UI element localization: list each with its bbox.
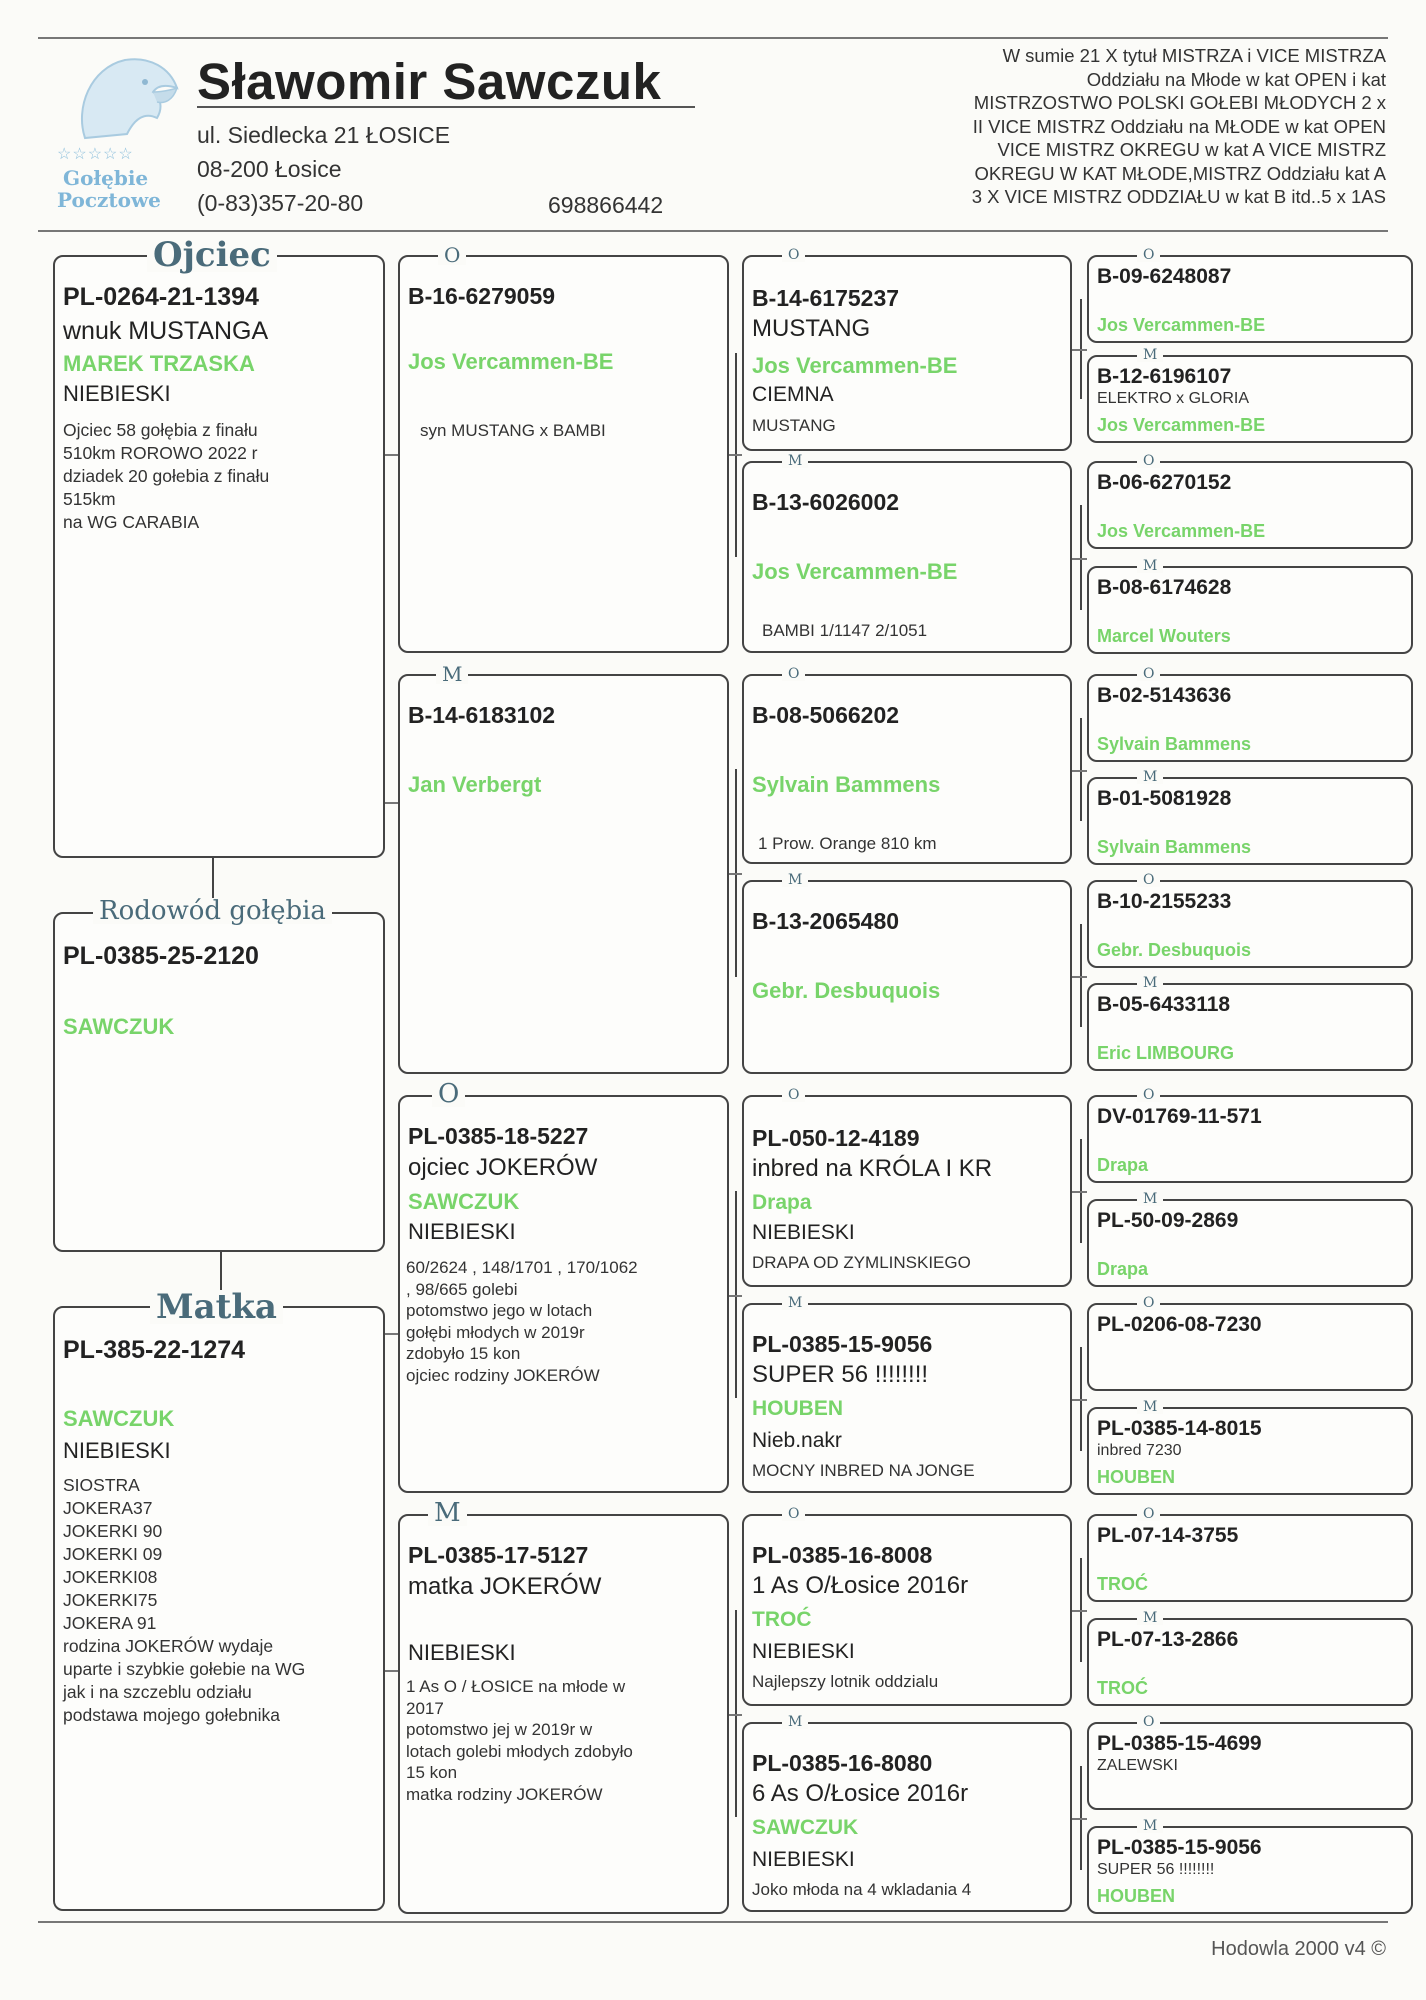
- logo-text-line1: Gołębie: [63, 166, 149, 190]
- gen3-mmf-name: 1 As O/Łosice 2016r: [752, 1572, 969, 1599]
- mother-caption: Matka: [150, 1290, 283, 1324]
- gen4-ring: B-06-6270152: [1097, 471, 1232, 494]
- gen3-mmm-breeder: SAWCZUK: [752, 1816, 859, 1839]
- gen4-ring: B-12-6196107: [1097, 365, 1232, 388]
- gen3-ffm-caption: M: [782, 454, 808, 468]
- gen4-breeder: HOUBEN: [1097, 1467, 1176, 1487]
- street-address: ul. Siedlecka 21 ŁOSICE: [197, 122, 451, 148]
- gen4-breeder: TROĆ: [1097, 1678, 1148, 1698]
- owner-name: Sławomir Sawczuk: [197, 53, 662, 110]
- gen4-ring: B-09-6248087: [1097, 265, 1232, 288]
- gen4-caption: O: [1137, 873, 1160, 887]
- gen4-caption: O: [1137, 1507, 1160, 1521]
- gen3-mfm-color: Nieb.nakr: [752, 1429, 842, 1452]
- logo-text-line2: Pocztowe: [57, 188, 161, 212]
- gen4-box-10[interactable]: [1087, 1199, 1413, 1287]
- gen3-mmf-caption: O: [782, 1507, 805, 1521]
- mobile-number: 698866442: [548, 192, 664, 218]
- subject-caption: Rodowód gołębia: [93, 898, 332, 924]
- connector-col3-col4-stub: [1072, 1818, 1087, 1820]
- gen2-mm-color: NIEBIESKI: [408, 1640, 516, 1665]
- logo-stars: ☆☆☆☆☆: [57, 146, 134, 163]
- gen4-caption: O: [1137, 1296, 1160, 1310]
- connector-col2-col3-d1: [729, 1714, 742, 1716]
- gen4-ring: PL-07-14-3755: [1097, 1524, 1239, 1547]
- gen4-box-1[interactable]: [1087, 255, 1413, 343]
- gen2-fm-breeder: Jan Verbergt: [408, 772, 542, 797]
- gen3-fmm-box[interactable]: [742, 880, 1072, 1074]
- gen4-breeder: Drapa: [1097, 1259, 1149, 1279]
- gen4-notes: inbred 7230: [1097, 1442, 1182, 1459]
- gen3-mff-ring: PL-050-12-4189: [752, 1125, 920, 1151]
- gen4-box-5[interactable]: [1087, 674, 1413, 762]
- gen4-ring: B-02-5143636: [1097, 684, 1232, 707]
- gen2-mm-box[interactable]: [398, 1514, 729, 1914]
- subject-box[interactable]: [53, 912, 385, 1252]
- gen3-mmm-color: NIEBIESKI: [752, 1848, 855, 1871]
- gen4-ring: PL-0385-15-4699: [1097, 1732, 1262, 1755]
- connector-col2-col3-b1: [729, 873, 742, 875]
- gen3-fff-ring: B-14-6175237: [752, 285, 900, 311]
- gen3-fff-color: CIEMNA: [752, 383, 834, 406]
- father-caption: Ojciec: [147, 238, 277, 272]
- gen3-mff-name: inbred na KRÓLA I KR: [752, 1155, 993, 1182]
- gen4-caption: M: [1137, 1611, 1163, 1625]
- gen4-caption: O: [1137, 667, 1160, 681]
- gen3-mmf-ring: PL-0385-16-8008: [752, 1542, 933, 1568]
- gen2-mf-box[interactable]: [398, 1095, 729, 1493]
- gen3-mfm-ring: PL-0385-15-9056: [752, 1331, 933, 1357]
- gen4-breeder: Eric LIMBOURG: [1097, 1043, 1235, 1063]
- gen3-fff-notes: MUSTANG: [752, 416, 836, 435]
- gen3-mmf-color: NIEBIESKI: [752, 1640, 855, 1663]
- father-ring: PL-0264-21-1394: [63, 283, 259, 311]
- connector-col3-col4-stub: [1072, 1191, 1087, 1193]
- gen3-ffm-notes: BAMBI 1/1147 2/1051: [762, 621, 928, 640]
- connector-col2-col3-c1: [729, 1295, 742, 1297]
- gen4-breeder: Jos Vercammen-BE: [1097, 521, 1266, 541]
- header-rule: [38, 230, 1388, 232]
- mother-color: NIEBIESKI: [63, 1438, 171, 1463]
- father-notes: Ojciec 58 gołębia z finału 510km ROROWO 2022 r dziadek 20 gołebia z finału 515km na WG CARABIA: [63, 420, 270, 532]
- gen4-caption: M: [1137, 1819, 1163, 1833]
- gen3-mmm-name: 6 As O/Łosice 2016r: [752, 1780, 969, 1807]
- gen4-box-8[interactable]: [1087, 983, 1413, 1071]
- gen4-breeder: Sylvain Bammens: [1097, 734, 1252, 754]
- gen3-ffm-breeder: Jos Vercammen-BE: [752, 559, 958, 584]
- gen4-box-11[interactable]: [1087, 1303, 1413, 1391]
- gen4-box-4[interactable]: [1087, 566, 1413, 654]
- father-breeder: MAREK TRZASKA: [63, 351, 255, 376]
- logo: [55, 48, 195, 213]
- gen3-mmm-ring: PL-0385-16-8080: [752, 1750, 933, 1776]
- connector-col3-col4-stub: [1072, 349, 1087, 351]
- gen2-mf-name: ojciec JOKERÓW: [408, 1154, 598, 1181]
- gen4-notes: ZALEWSKI: [1097, 1757, 1178, 1774]
- gen2-fm-caption: M: [436, 664, 468, 684]
- gen4-ring: PL-07-13-2866: [1097, 1628, 1239, 1651]
- gen4-breeder: Marcel Wouters: [1097, 626, 1231, 646]
- gen2-ff-box[interactable]: [398, 255, 729, 653]
- mother-breeder: SAWCZUK: [63, 1406, 175, 1431]
- mother-notes: SIOSTRA JOKERA37 JOKERKI 90 JOKERKI 09 JOKERKI08 JOKERKI75 JOKERA 91 rodzina JOKERÓW wydaje uparte i szybkie gołebie na WG jak i na szczeblu odziału podstawa mojego gołebnika: [63, 1475, 306, 1725]
- gen3-mff-caption: O: [782, 1088, 805, 1102]
- gen3-fmm-ring: B-13-2065480: [752, 908, 900, 934]
- gen3-fmf-ring: B-08-5066202: [752, 702, 900, 728]
- footer-rule: [38, 1921, 1388, 1923]
- gen3-fmf-breeder: Sylvain Bammens: [752, 772, 941, 797]
- gen4-caption: M: [1137, 1400, 1163, 1414]
- connector-col3-col4-stub: [1072, 558, 1087, 560]
- gen4-box-13[interactable]: [1087, 1514, 1413, 1602]
- gen4-caption: M: [1137, 976, 1163, 990]
- gen3-fff-breeder: Jos Vercammen-BE: [752, 353, 958, 378]
- gen4-caption: M: [1137, 1192, 1163, 1206]
- gen2-fm-ring: B-14-6183102: [408, 702, 556, 728]
- gen4-ring: B-08-6174628: [1097, 576, 1232, 599]
- gen4-ring: PL-0385-15-9056: [1097, 1836, 1262, 1859]
- gen3-fmm-breeder: Gebr. Desbuquois: [752, 978, 941, 1003]
- connector-father-gen2: [385, 454, 398, 456]
- connector-col3-col4-stub: [1072, 1399, 1087, 1401]
- connector-col3-col4-stub: [1072, 770, 1087, 772]
- gen3-mfm-name: SUPER 56 !!!!!!!!: [752, 1361, 929, 1388]
- gen4-box-15[interactable]: [1087, 1722, 1413, 1810]
- connector-col3-col4-stub: [1072, 1610, 1087, 1612]
- eagle-logo-icon: [65, 48, 185, 148]
- gen3-mmf-notes: Najlepszy lotnik oddzialu: [752, 1672, 939, 1691]
- gen2-mm-notes: 1 As O / ŁOSICE na młode w 2017 potomstwo jej w 2019r w lotach golebi młodych zdobyło 15 kon matka rodziny JOKERÓW: [406, 1677, 633, 1804]
- father-name: wnuk MUSTANGA: [63, 317, 269, 345]
- gen3-fff-name: MUSTANG: [752, 315, 871, 342]
- gen4-breeder: Sylvain Bammens: [1097, 837, 1252, 857]
- gen4-box-6[interactable]: [1087, 777, 1413, 865]
- gen3-fmf-box[interactable]: [742, 674, 1072, 864]
- gen3-fmf-notes: 1 Prow. Orange 810 km: [758, 834, 937, 853]
- gen3-fff-box[interactable]: [742, 255, 1072, 451]
- connector-mother-gen2-m: [385, 1670, 398, 1672]
- gen3-mmm-notes: Joko młoda na 4 wkladania 4: [752, 1880, 972, 1899]
- connector-mother-gen2: [385, 1333, 398, 1335]
- gen4-breeder: TROĆ: [1097, 1574, 1148, 1594]
- subject-ring: PL-0385-25-2120: [63, 942, 259, 970]
- gen4-ring: PL-50-09-2869: [1097, 1209, 1239, 1232]
- gen2-mm-caption: M: [428, 1500, 467, 1526]
- connector-col3-col4-stub: [1072, 976, 1087, 978]
- connector-col2-col3-a1: [729, 454, 742, 456]
- gen4-caption: M: [1137, 348, 1163, 362]
- gen4-box-2[interactable]: [1087, 355, 1413, 443]
- gen4-box-3[interactable]: [1087, 461, 1413, 549]
- gen4-box-7[interactable]: [1087, 880, 1413, 968]
- gen2-mf-breeder: SAWCZUK: [408, 1189, 520, 1214]
- award-text: W sumie 21 X tytuł MISTRZA i VICE MISTRZA Oddziału na Młode w kat OPEN i kat MISTRZOSTWO POLSKI GOŁEBI MŁODYCH 2 x II VICE MISTRZ Oddziału na MŁODE w kat OPEN VICE MISTRZ OKREGU w kat A VICE MISTRZ OKREGU W KAT MŁODE,MISTRZ Oddziału kat A 3 X VICE MISTRZ ODDZIAŁU w kat B itd..5 x 1AS: [971, 45, 1386, 207]
- gen3-mmm-caption: M: [782, 1715, 808, 1729]
- mother-ring: PL-385-22-1274: [63, 1336, 246, 1364]
- gen3-mfm-breeder: HOUBEN: [752, 1397, 844, 1420]
- gen4-ring: B-01-5081928: [1097, 787, 1232, 810]
- gen4-notes: ELEKTRO x GLORIA: [1097, 390, 1250, 407]
- gen3-mmf-breeder: TROĆ: [752, 1608, 812, 1631]
- connector-father-gen2-m: [385, 802, 398, 804]
- gen2-ff-breeder: Jos Vercammen-BE: [408, 349, 614, 374]
- gen3-ffm-box[interactable]: [742, 461, 1072, 653]
- gen4-caption: O: [1137, 1715, 1160, 1729]
- gen3-fff-caption: O: [782, 248, 805, 262]
- gen2-mm-ring: PL-0385-17-5127: [408, 1542, 589, 1568]
- gen3-mfm-box[interactable]: [742, 1303, 1072, 1493]
- gen3-mff-breeder: Drapa: [752, 1191, 812, 1214]
- gen4-notes: SUPER 56 !!!!!!!!: [1097, 1861, 1215, 1878]
- city-address: 08-200 Łosice: [197, 156, 342, 182]
- gen3-mff-notes: DRAPA OD ZYMLINSKIEGO: [752, 1253, 971, 1272]
- gen4-caption: O: [1137, 248, 1160, 262]
- subject-breeder: SAWCZUK: [63, 1014, 175, 1039]
- gen2-ff-ring: B-16-6279059: [408, 283, 556, 309]
- gen4-breeder: Jos Vercammen-BE: [1097, 415, 1266, 435]
- gen2-ff-notes: syn MUSTANG x BAMBI: [420, 421, 606, 440]
- gen3-fmf-caption: O: [782, 667, 805, 681]
- gen3-fmm-caption: M: [782, 873, 808, 887]
- gen4-box-9[interactable]: [1087, 1095, 1413, 1183]
- gen4-ring: PL-0206-08-7230: [1097, 1313, 1262, 1336]
- gen4-ring: B-05-6433118: [1097, 993, 1231, 1016]
- gen4-box-16[interactable]: [1087, 1826, 1413, 1914]
- gen2-mf-caption: O: [432, 1081, 465, 1107]
- gen2-fm-box[interactable]: [398, 674, 729, 1074]
- gen3-mmm-box[interactable]: [742, 1722, 1072, 1912]
- gen4-caption: M: [1137, 770, 1163, 784]
- footer-credit: Hodowla 2000 v4 ©: [1211, 1938, 1386, 1960]
- gen4-box-12[interactable]: [1087, 1407, 1413, 1495]
- gen2-mf-notes: 60/2624 , 148/1701 , 170/1062 , 98/665 golebi potomstwo jego w lotach gołębi młodych w 2019r zdobyło 15 kon ojciec rodziny JOKERÓW: [406, 1258, 638, 1385]
- father-box[interactable]: [53, 255, 385, 858]
- gen3-mff-box[interactable]: [742, 1095, 1072, 1287]
- gen2-mf-color: NIEBIESKI: [408, 1219, 516, 1244]
- father-color: NIEBIESKI: [63, 381, 171, 406]
- gen4-breeder: HOUBEN: [1097, 1886, 1176, 1906]
- gen2-ff-caption: O: [438, 245, 466, 265]
- gen3-ffm-ring: B-13-6026002: [752, 489, 900, 515]
- gen4-ring: B-10-2155233: [1097, 890, 1232, 913]
- gen2-mm-name: matka JOKERÓW: [408, 1573, 602, 1600]
- gen4-caption: M: [1137, 559, 1163, 573]
- phone-number: (0-83)357-20-80: [197, 190, 364, 216]
- gen4-breeder: Gebr. Desbuquois: [1097, 940, 1252, 960]
- gen4-breeder: Jos Vercammen-BE: [1097, 315, 1266, 335]
- top-rule: [38, 37, 1388, 39]
- gen3-mfm-notes: MOCNY INBRED NA JONGE: [752, 1461, 975, 1480]
- gen4-breeder: Drapa: [1097, 1155, 1149, 1175]
- gen3-mff-color: NIEBIESKI: [752, 1221, 855, 1244]
- gen4-caption: O: [1137, 454, 1160, 468]
- gen3-mfm-caption: M: [782, 1296, 808, 1310]
- owner-name-underline: [197, 106, 695, 108]
- gen2-mf-ring: PL-0385-18-5227: [408, 1123, 589, 1149]
- gen4-caption: O: [1137, 1088, 1160, 1102]
- gen4-ring: PL-0385-14-8015: [1097, 1417, 1262, 1440]
- gen4-ring: DV-01769-11-571: [1097, 1105, 1262, 1128]
- gen3-mmf-box[interactable]: [742, 1514, 1072, 1706]
- gen4-box-14[interactable]: [1087, 1618, 1413, 1706]
- mother-box[interactable]: [53, 1306, 385, 1911]
